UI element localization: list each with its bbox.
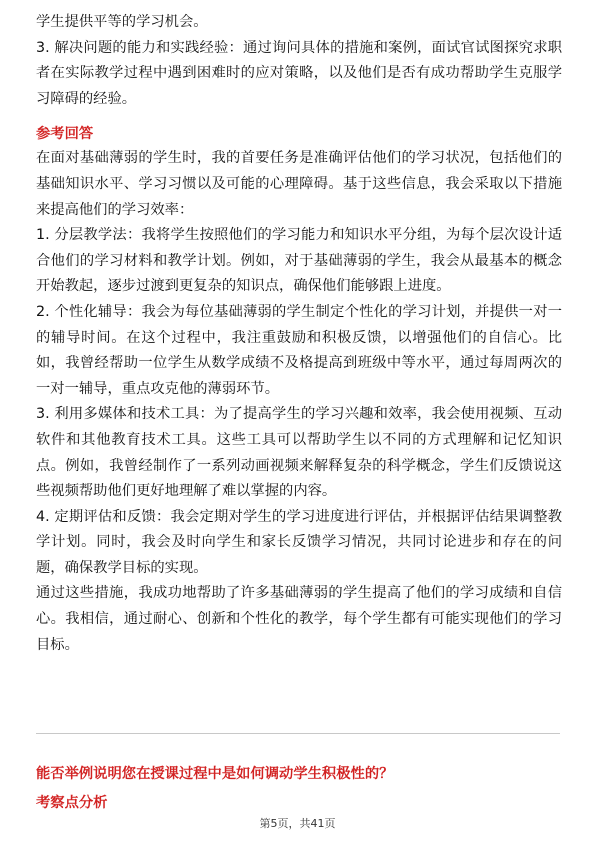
- page-number-footer: 第5页，共41页: [259, 817, 336, 830]
- analysis-heading: 考察点分析: [36, 795, 108, 811]
- reference-answer-heading: 参考回答: [36, 126, 94, 143]
- answer-item-4: 4. 定期评估和反馈：我会定期对学生的学习进度进行评估，并根据评估结果调整教学计划。同时，我会及时向学生和家长反馈学习情况，共同讨论进步和存在的问题，确保教学目标的实现。: [36, 508, 562, 576]
- answer-intro-paragraph: 在面对基础薄弱的学生时，我的首要任务是准确评估他们的学习状况，包括他们的基础知识水平、学习习惯以及可能的心理障碍。基于这些信息，我会采取以下措施来提高他们的学习效率：: [36, 150, 562, 218]
- answer-conclusion-paragraph: 通过这些措施，我成功地帮助了许多基础薄弱的学生提高了他们的学习成绩和自信心。我相信，通过耐心、创新和个性化的教学，每个学生都有可能实现他们的学习目标。: [36, 585, 562, 653]
- answer-item-2: 2. 个性化辅导：我会为每位基础薄弱的学生制定个性化的学习计划，并提供一对一的辅导时间。在这个过程中，我注重鼓励和积极反馈，以增强他们的自信心。比如，我曾经帮助一位学生从数学成绩不及格提高到班级中等水平，通过每周两次的一对一辅导，重点攻克他的薄弱环节。: [36, 303, 562, 397]
- intro-tail-paragraph: 学生提供平等的学习机会。: [36, 14, 208, 30]
- point-3-paragraph: 3. 解决问题的能力和实践经验：通过询问具体的措施和案例，面试官试图探究求职者在实际教学过程中遇到困难时的应对策略，以及他们是否有成功帮助学生克服学习障碍的经验。: [36, 39, 562, 107]
- answer-item-1: 1. 分层教学法：我将学生按照他们的学习能力和知识水平分组，为每个层次设计适合他们的学习材料和教学计划。例如，对于基础薄弱的学生，我会从最基本的概念开始教起，逐步过渡到更复杂的知识点，确保他们能够跟上进度。: [36, 227, 562, 295]
- page-body: [36, 10, 562, 658]
- next-question-heading: 能否举例说明您在授课过程中是如何调动学生积极性的？: [36, 766, 394, 782]
- section-divider: [36, 733, 560, 734]
- answer-item-3: 3. 利用多媒体和技术工具：为了提高学生的学习兴趣和效率，我会使用视频、互动软件和其他教育技术工具。这些工具可以帮助学生以不同的方式理解和记忆知识点。例如，我曾经制作了一系列动画视频来解释复杂的科学概念，学生们反馈说这些视频帮助他们更好地理解了难以掌握的内容。: [36, 406, 562, 500]
